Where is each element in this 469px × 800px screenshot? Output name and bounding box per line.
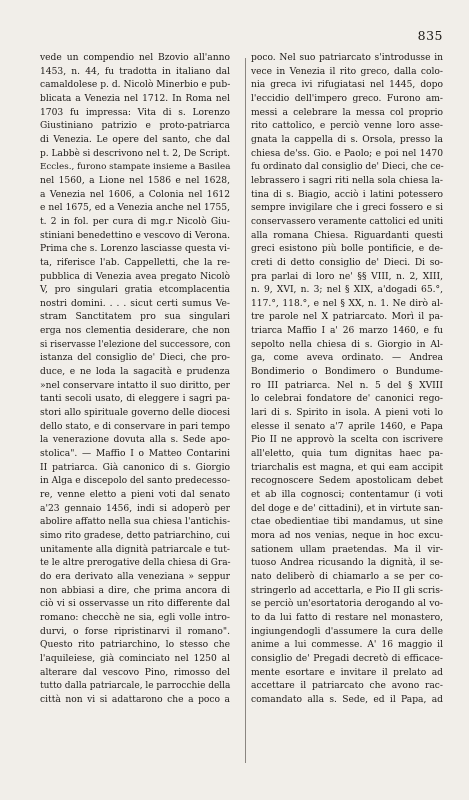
- text-line: romano: checchè ne sia, egli volle intro-: [40, 612, 230, 623]
- text-line: ga, come aveva ordinato. — Andrea: [251, 353, 443, 364]
- text-line: non abbiasi a dire, che prima ancora di: [40, 585, 230, 596]
- text-line: tina di s. Biagio, acciò i latini potessero: [251, 189, 443, 200]
- text-line: dello stato, e di conservare in pari tempo: [40, 421, 230, 432]
- text-line: e nel 1675, ed a Venezia anche nel 1755,: [40, 203, 230, 214]
- text-line: chiesa de'ss. Gio. e Paolo; e poi nel 1470: [251, 148, 443, 159]
- text-line: simo rito gradese, detto patriarchino, cui: [40, 530, 231, 541]
- text-line: ingiungendogli d'assumere la cura delle: [251, 626, 443, 637]
- text-line: stringerlo ad accettarla, e Pio II gli scris-: [251, 585, 443, 596]
- text-line: a'23 gennaio 1456, indi si adoperò per: [40, 503, 230, 514]
- text-line: 1453, n. 44, fu tradotta in italiano dal: [40, 66, 230, 77]
- text-line: to da lui fatto di restare nel monastero,: [251, 612, 443, 623]
- text-line: pra parlai di loro ne' §§ VIII, n. 2, XIII,: [251, 271, 443, 282]
- text-line: mente esortare e invitare il prelato ad: [251, 667, 443, 678]
- text-line: ta, riferisce l'ab. Cappelletti, che la re-: [40, 257, 230, 268]
- text-line: lari di s. Spirito in isola. A pieni voti lo: [251, 408, 443, 419]
- text-line: re, venne eletto a pieni voti dal senato: [40, 490, 230, 500]
- text-line: Prima che s. Lorenzo lasciasse questa vi-: [40, 244, 230, 255]
- text-line: sepolto nella chiesa di s. Giorgio in Al-: [251, 339, 443, 350]
- text-line: lo celebrai fondatore de' canonici rego-: [251, 394, 443, 405]
- text-line: tre parole nel X patriarcato. Morì il pa-: [251, 312, 443, 323]
- text-line: creti di detto consiglio de' Dieci. Di so-: [251, 257, 443, 268]
- text-line: blicata a Venezia nel 1712. In Roma nel: [40, 93, 230, 104]
- text-line: stori allo spirituale governo delle diocesi: [40, 408, 230, 419]
- text-line: la venerazione dovuta alla s. Sede apo-: [40, 435, 230, 446]
- text-line: se perciò un'esortatoria derogando al vo-: [251, 599, 443, 610]
- text-line: Questo rito patriarchino, lo stesso che: [40, 640, 230, 651]
- text-line: alterare dal vescovo Pino, rimosso del: [40, 667, 230, 678]
- text-line: Giustiniano patrizio e proto-patriarca: [40, 121, 230, 132]
- text-line: tanti secoli usato, di eleggere i sagri pa-: [40, 394, 230, 405]
- right-text-column: [251, 52, 443, 708]
- text-line: ciò vi si osservasse un rito differente dal: [40, 599, 230, 610]
- text-line: ctae obedientiae tibi mandamus, ut sine: [251, 517, 443, 528]
- text-line: V, pro singulari gratia etcomplacentia: [40, 285, 230, 296]
- text-line: di Venezia. Le opere del santo, che dal: [40, 134, 230, 145]
- text-line: in Alga e discepolo del santo predecesso-: [40, 476, 231, 487]
- text-line: n. 9, XVI, n. 3; nel § XIX, a'dogadi 65.°,: [251, 285, 443, 296]
- text-line: duce, e ne loda la sagacità e prudenza: [40, 367, 230, 378]
- text-line: ro III patriarca. Nel n. 5 del § XVIII: [251, 380, 443, 391]
- text-line: vece in Venezia il rito greco, dalla colo-: [251, 66, 443, 77]
- text-line: nostri domini. . . . sicut certi sumus Ve-: [40, 298, 230, 309]
- text-line: all'eletto, quia tum dignitas haec pa-: [251, 449, 443, 460]
- text-line: Bondimerio o Bondimero o Bundume-: [251, 367, 443, 378]
- page-number: 835: [417, 28, 443, 43]
- text-line: consiglio de' Pregadi decretò di efficace-: [251, 653, 443, 664]
- text-line: camaldolese p. d. Nicolò Minerbio e pub-: [40, 80, 231, 91]
- text-line: l'aquileiese, già cominciato nel 1250 al: [40, 653, 230, 664]
- text-line: fu ordinato dal consiglio de' Dieci, che ce-: [251, 162, 444, 173]
- column-divider: [245, 58, 246, 763]
- text-line: 117.°, 118.°, e nel § XX, n. 1. Ne dirò al-: [251, 298, 443, 309]
- text-line: II patriarca. Già canonico di s. Giorgio: [40, 462, 230, 473]
- text-line: tuoso Andrea ricusando la dignità, il se-: [251, 558, 443, 569]
- text-line: Eccles., furono stampate insieme a Basilea: [40, 162, 231, 173]
- text-line: l'eccidio dell'impero greco. Furono am-: [251, 93, 443, 104]
- text-line: lebrassero i sagri riti nella sola chiesa la-: [251, 175, 443, 186]
- text-line: accettare il patriarcato che avono rac-: [251, 681, 443, 692]
- text-line: nia greca ivi rifugiatasi nel 1445, dopo: [251, 80, 443, 91]
- text-line: triarchalis est magna, et qui eam accipit: [251, 462, 443, 473]
- text-line: sationem ullam praetendas. Ma il vir-: [251, 544, 443, 555]
- text-line: triarca Maffio I a' 26 marzo 1460, e fu: [251, 326, 443, 337]
- text-line: pubblica di Venezia avea pregato Nicolò: [40, 271, 230, 282]
- text-line: del doge e de' cittadini), et in virtute san-: [251, 503, 443, 514]
- text-line: erga nos clementia desiderare, che non: [40, 326, 230, 337]
- text-line: unitamente alla dignità patriarcale e tut-: [40, 544, 230, 555]
- text-line: elesse il senato a'7 aprile 1460, e Papa: [251, 421, 443, 432]
- left-text-column: [40, 52, 230, 708]
- text-line: stram Sanctitatem pro sua singulari: [40, 312, 230, 323]
- text-line: greci esistono più bolle pontificie, e de-: [251, 244, 443, 255]
- text-line: gnata la cappella di s. Orsola, presso la: [251, 134, 443, 145]
- text-line: messi a celebrare la messa col proprio: [251, 107, 443, 118]
- text-line: mora ad nos venias, neque in hoc excu-: [251, 530, 443, 541]
- text-line: do era derivato alla veneziana » seppur: [40, 571, 230, 582]
- text-line: vede un compendio nel Bzovio all'anno: [40, 53, 230, 63]
- text-line: sempre invigilare che i greci fossero e si: [251, 203, 443, 214]
- text-line: stiniani benedettino e vescovo di Verona.: [40, 230, 231, 241]
- text-line: tutto dalla patriarcale, le parrocchie della: [40, 681, 231, 692]
- text-line: anime a lui commesse. A' 16 maggio il: [251, 640, 443, 651]
- text-line: p. Labbè si descrivono nel t. 2, De Script.: [40, 148, 231, 159]
- text-line: si riservasse l'elezione del successore, con: [40, 339, 231, 350]
- text-line: a Venezia nel 1606, a Colonia nel 1612: [40, 189, 230, 200]
- text-line: te le altre prerogative della chiesa di Gra-: [40, 558, 231, 569]
- text-line: 1703 fu impressa: Vita di s. Lorenzo: [40, 107, 230, 118]
- text-line: t. 2 in fol. per cura di mg.r Nicolò Giu-: [40, 216, 230, 227]
- text-line: città non vi si adattarono che a poco a: [40, 694, 230, 705]
- text-line: istanza del consiglio de' Dieci, che pro-: [40, 353, 230, 364]
- text-line: comandato alla s. Sede, ed il Papa, ad: [251, 694, 443, 705]
- text-line: et ab illa cognosci; contentamur (i voti: [251, 490, 443, 500]
- text-line: nato deliberò di chiamarlo a se per co-: [251, 571, 443, 582]
- text-line: poco. Nel suo patriarcato s'introdusse in: [251, 53, 443, 63]
- text-line: »nel conservare intatto il suo diritto, per: [40, 380, 230, 391]
- text-line: Pio II ne approvò la scelta con iscrivere: [251, 435, 443, 446]
- text-line: durvi, o forse ripristinarvi il romano".: [40, 626, 230, 637]
- text-line: stolica". — Maffio I o Matteo Contarini: [40, 449, 230, 460]
- text-line: alla romana Chiesa. Riguardanti questi: [251, 230, 443, 241]
- text-line: conservassero veramente cattolici ed uniti: [251, 216, 444, 227]
- text-line: nel 1560, a Lione nel 1586 e nel 1628,: [40, 175, 230, 186]
- text-line: rito cattolico, e perciò venne loro asse-: [251, 121, 443, 132]
- text-line: abolire affatto nella sua chiesa l'antichis-: [40, 517, 231, 528]
- text-line: recognoscere Sedem apostolicam debet: [251, 476, 443, 487]
